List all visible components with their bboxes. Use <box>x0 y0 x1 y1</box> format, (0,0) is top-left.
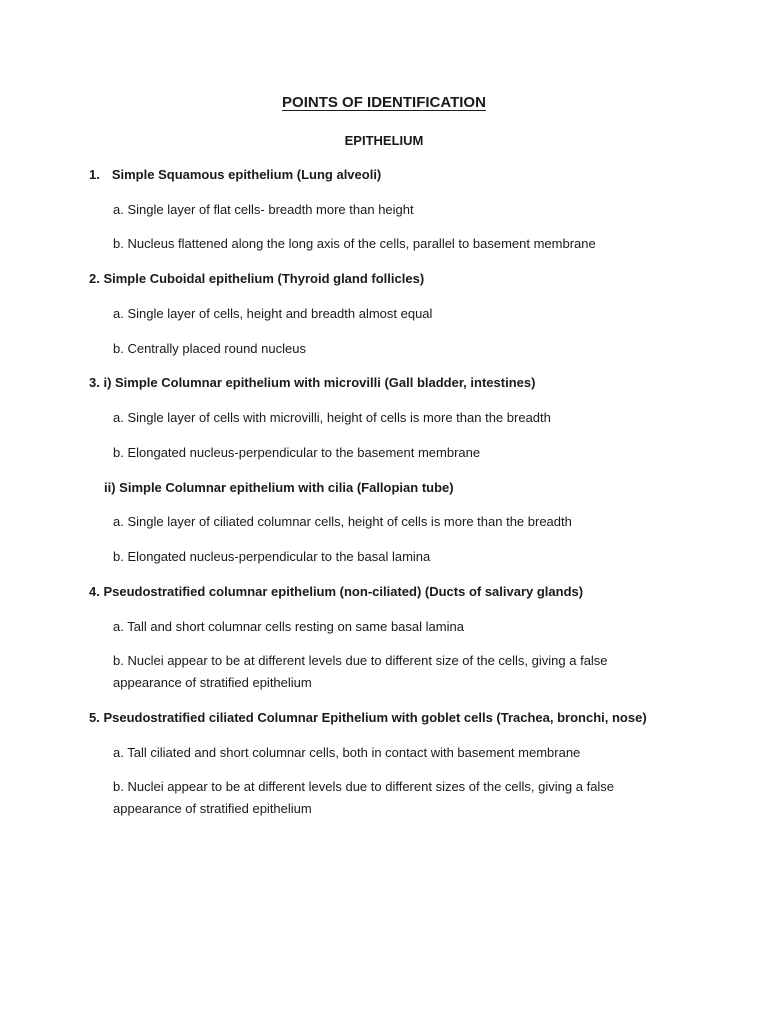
section-3-item-b: b. Elongated nucleus-perpendicular to the basement membrane <box>113 445 481 460</box>
section-1-item-a: a. Single layer of flat cells- breadth more than height <box>113 202 414 217</box>
page-subtitle: EPITHELIUM <box>344 133 424 148</box>
section-5-item-b: b. Nuclei appear to be at different levels due to different sizes of the cells, giving a false appearance of stratified epithelium <box>113 779 615 816</box>
section-4-item-a: a. Tall and short columnar cells resting on same basal lamina <box>113 619 464 634</box>
section-2-item-b: b. Centrally placed round nucleus <box>113 341 306 356</box>
section-1-heading-text: Simple Squamous epithelium (Lung alveoli) <box>111 167 382 182</box>
section-2-heading: 2. Simple Cuboidal epithelium (Thyroid gland follicles) <box>89 271 425 286</box>
section-3-subheading: ii) Simple Columnar epithelium with cilia (Fallopian tube) <box>104 480 454 495</box>
section-4-item-b: b. Nuclei appear to be at different levels due to different size of the cells, giving a false appearance of stratified epithelium <box>113 653 608 690</box>
section-1-heading <box>89 164 381 186</box>
section-2-item-a: a. Single layer of cells, height and breadth almost equal <box>113 306 433 321</box>
section-5-heading: 5. Pseudostratified ciliated Columnar Epithelium with goblet cells (Trachea, bronchi, nose) <box>89 710 647 725</box>
section-5-item-a: a. Tall ciliated and short columnar cells, both in contact with basement membrane <box>113 745 581 760</box>
section-3-sub-item-a: a. Single layer of ciliated columnar cells, height of cells is more than the breadth <box>113 514 572 529</box>
section-3-heading: 3. i) Simple Columnar epithelium with microvilli (Gall bladder, intestines) <box>89 375 536 390</box>
section-1-number: 1. <box>89 167 100 182</box>
page-title <box>0 94 768 111</box>
section-4-heading: 4. Pseudostratified columnar epithelium (non-ciliated) (Ducts of salivary glands) <box>89 584 584 599</box>
page-title-text: POINTS OF IDENTIFICATION <box>282 94 486 111</box>
section-3-sub-item-b: b. Elongated nucleus-perpendicular to the basal lamina <box>113 549 431 564</box>
section-3-item-a: a. Single layer of cells with microvilli, height of cells is more than the breadth <box>113 410 551 425</box>
section-1-item-b: b. Nucleus flattened along the long axis of the cells, parallel to basement membrane <box>113 236 596 251</box>
